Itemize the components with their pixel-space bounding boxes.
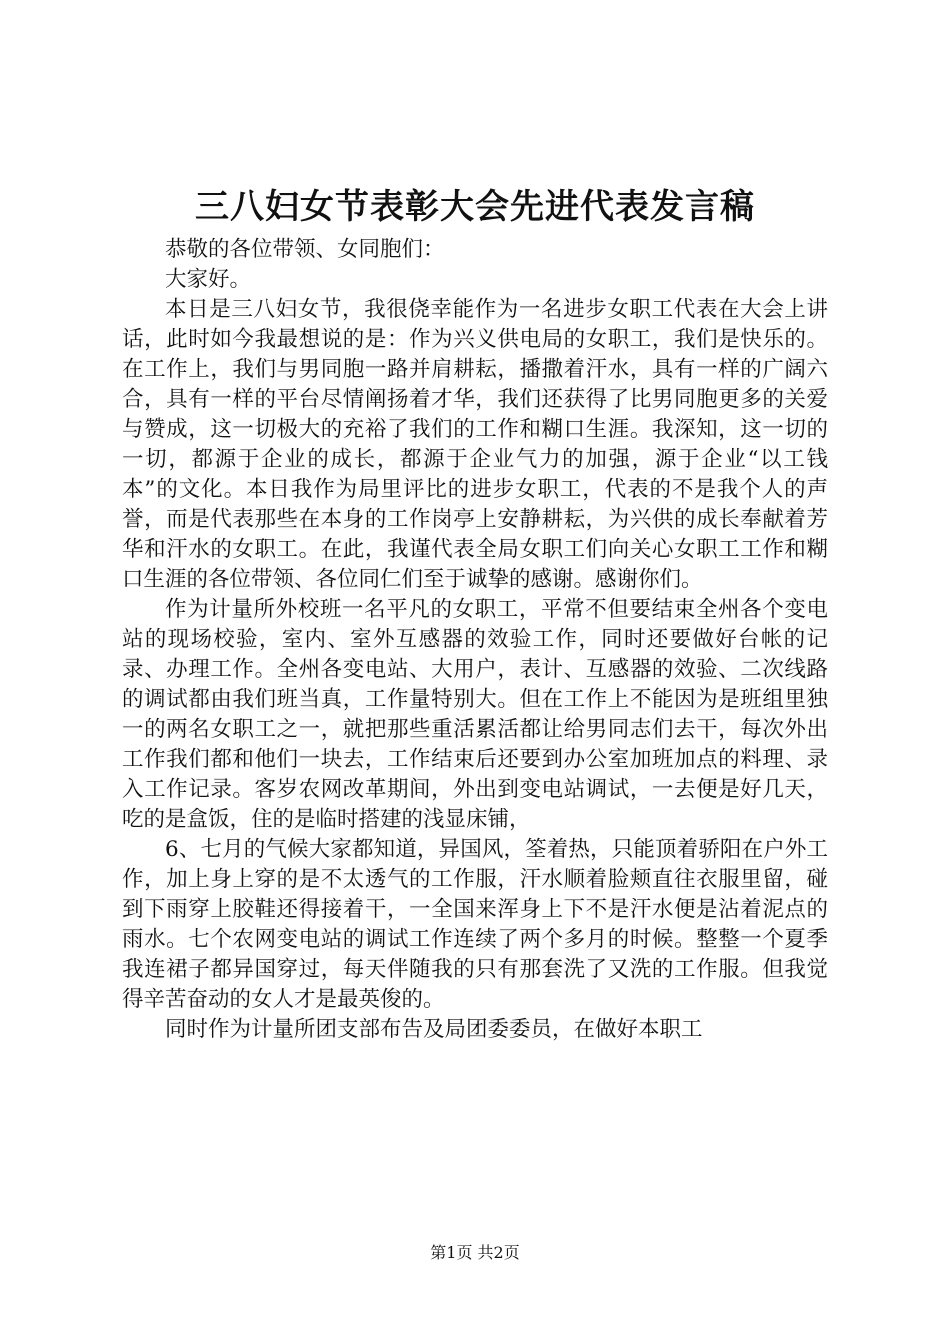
paragraph: 作为计量所外校班一名平凡的女职工，平常不但要结束全州各个变电站的现场校验，室内、室外互感器的效验工作，同时还要做好台帐的记录、办理工作。全州各变电站、大用户，表计、互感器的效验、二次线路的调试都由我们班当真，工作量特别大。但在工作上不能因为是班组里独一的两名女职工之一，就把那些重活累活都让给男同志们去干，每次外出工作我们都和他们一块去，工作结束后还要到办公室加班加点的料理、录入工作记录。客岁农网改革期间，外出到变电站调试，一去便是好几天，吃的是盒饭，住的是临时搭建的浅显床铺，	[122, 597, 828, 832]
document-title: 三八妇女节表彰大会先进代表发言稿	[195, 187, 755, 227]
page-footer: 第1页 共2页	[430, 1243, 520, 1262]
paragraph: 6、七月的气候大家都知道，异国风，筌着热，只能顶着骄阳在户外工作，加上身上穿的是不太透气的工作服，汗水顺着脸颊直往衣服里留，碰到下雨穿上胶鞋还得接着干，一全国来浑身上下不是汗水便是沾着泥点的雨水。七个农网变电站的调试工作连续了两个多月的时候。整整一个夏季我连裙子都异国穿过，每天伴随我的只有那套洗了又洗的工作服。但我觉得辛苦奋动的女人才是最英俊的。	[122, 837, 828, 1012]
salutation: 恭敬的各位带领、女同胞们：	[165, 237, 445, 262]
greeting: 大家好。	[165, 267, 252, 292]
document-body	[122, 235, 828, 1045]
paragraph: 同时作为计量所团支部布告及局团委委员，在做好本职工	[165, 1017, 703, 1042]
paragraph: 本日是三八妇女节，我很侥幸能作为一名进步女职工代表在大会上讲话，此时如今我最想说的是：作为兴义供电局的女职工，我们是快乐的。在工作上，我们与男同胞一路并肩耕耘，播撒着汗水，具有一样的广阔六合，具有一样的平台尽情阐扬着才华，我们还获得了比男同胞更多的关爱与赞成，这一切极大的充裕了我们的工作和糊口生涯。我深知，这一切的一切，都源于企业的成长，都源于企业气力的加强，源于企业“以工钱本”的文化。本日我作为局里评比的进步女职工，代表的不是我个人的声誉，而是代表那些在本身的工作岗亭上安静耕耘，为兴供的成长奉献着芳华和汗水的女职工。在此，我谨代表全局女职工们向关心女职工工作和糊口生涯的各位带领、各位同仁们至于诚挚的感谢。感谢你们。	[122, 297, 828, 592]
